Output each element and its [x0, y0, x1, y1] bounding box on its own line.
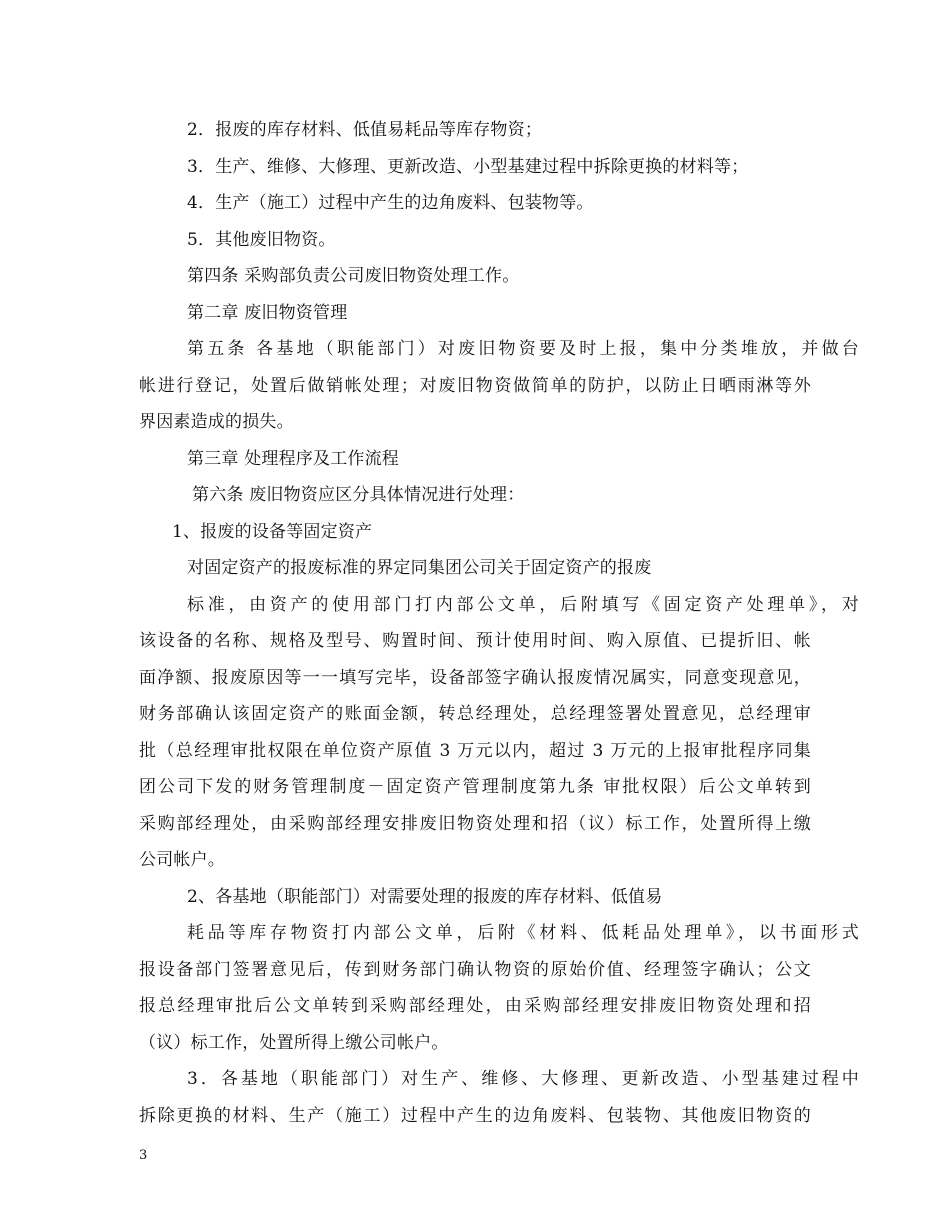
- item-2: 2．报废的库存材料、低值易耗品等库存物资；: [187, 120, 543, 140]
- subsection-2-line-3: 报设备部门签署意见后，传到财务部门确认物资的原始价值、经理签字确认；公文: [139, 959, 811, 980]
- subsection-1-line-8: 采购部经理处，由采购部经理安排废旧物资处理和招（议）标工作，处置所得上缴: [139, 813, 811, 834]
- document-body: [139, 112, 859, 1134]
- item-4: 4．生产（施工）过程中产生的边角废料、包装物等。: [187, 193, 594, 213]
- article-6: 第六条 废旧物资应区分具体情况进行处理：: [192, 485, 525, 505]
- subsection-2-line-4: 报总经理审批后公文单转到采购部经理处，由采购部经理安排废旧物资处理和招: [139, 996, 811, 1016]
- subsection-1-line-7: 团公司下发的财务管理制度－固定资产管理制度第九条 审批权限）后公文单转到: [139, 777, 811, 797]
- subsection-1-line-5: 财务部确认该固定资产的账面金额，转总经理处，总经理签署处置意见，总经理审: [139, 704, 811, 724]
- subsection-1-line-4: 面净额、报废原因等一一填写完毕，设备部签字确认报废情况属实，同意变现意见，: [139, 667, 811, 688]
- chapter-2-heading: 第二章 废旧物资管理: [187, 302, 348, 323]
- subsection-1-line-6: 批（总经理审批权限在单位资产原值 3 万元以内，超过 3 万元的上报审批程序同集: [139, 740, 811, 761]
- subsection-3-line-1: 3．各基地（职能部门）对生产、维修、大修理、更新改造、小型基建过程中: [187, 1069, 859, 1089]
- article-5-line-3: 界因素造成的损失。: [139, 412, 294, 432]
- article-5-line-2: 帐进行登记，处置后做销帐处理；对废旧物资做简单的防护，以防止日晒雨淋等外: [139, 375, 811, 396]
- subsection-3-line-2: 拆除更换的材料、生产（施工）过程中产生的边角废料、包装物、其他废旧物资的: [139, 1105, 811, 1126]
- article-4: 第四条 采购部负责公司废旧物资处理工作。: [187, 266, 520, 286]
- subsection-1-line-9: 公司帐户。: [139, 850, 225, 870]
- subsection-2-line-5: （议）标工作，处置所得上缴公司帐户。: [139, 1032, 449, 1053]
- subsection-1-line-1: 对固定资产的报废标准的界定同集团公司关于固定资产的报废: [187, 558, 652, 578]
- article-5-line-1: 第五条 各基地（职能部门）对废旧物资要及时上报，集中分类堆放，并做台: [187, 339, 859, 359]
- item-3: 3．生产、维修、大修理、更新改造、小型基建过程中拆除更换的材料等；: [187, 156, 749, 177]
- page-number: 3: [139, 1148, 148, 1163]
- chapter-3-heading: 第三章 处理程序及工作流程: [187, 448, 400, 469]
- subsection-2-line-2: 耗品等库存物资打内部公文单，后附《材料、低耗品处理单》，以书面形式: [187, 923, 859, 943]
- subsection-2-line-1: 2、各基地（职能部门）对需要处理的报废的库存材料、低值易: [187, 886, 663, 907]
- subsection-1-line-2: 标准，由资产的使用部门打内部公文单，后附填写《固定资产处理单》，对: [187, 594, 859, 615]
- item-5: 5．其他废旧物资。: [187, 229, 336, 250]
- subsection-1-heading: 1、报废的设备等固定资产: [172, 521, 373, 542]
- subsection-1-line-3: 该设备的名称、规格及型号、购置时间、预计使用时间、购入原值、已提折旧、帐: [139, 631, 811, 651]
